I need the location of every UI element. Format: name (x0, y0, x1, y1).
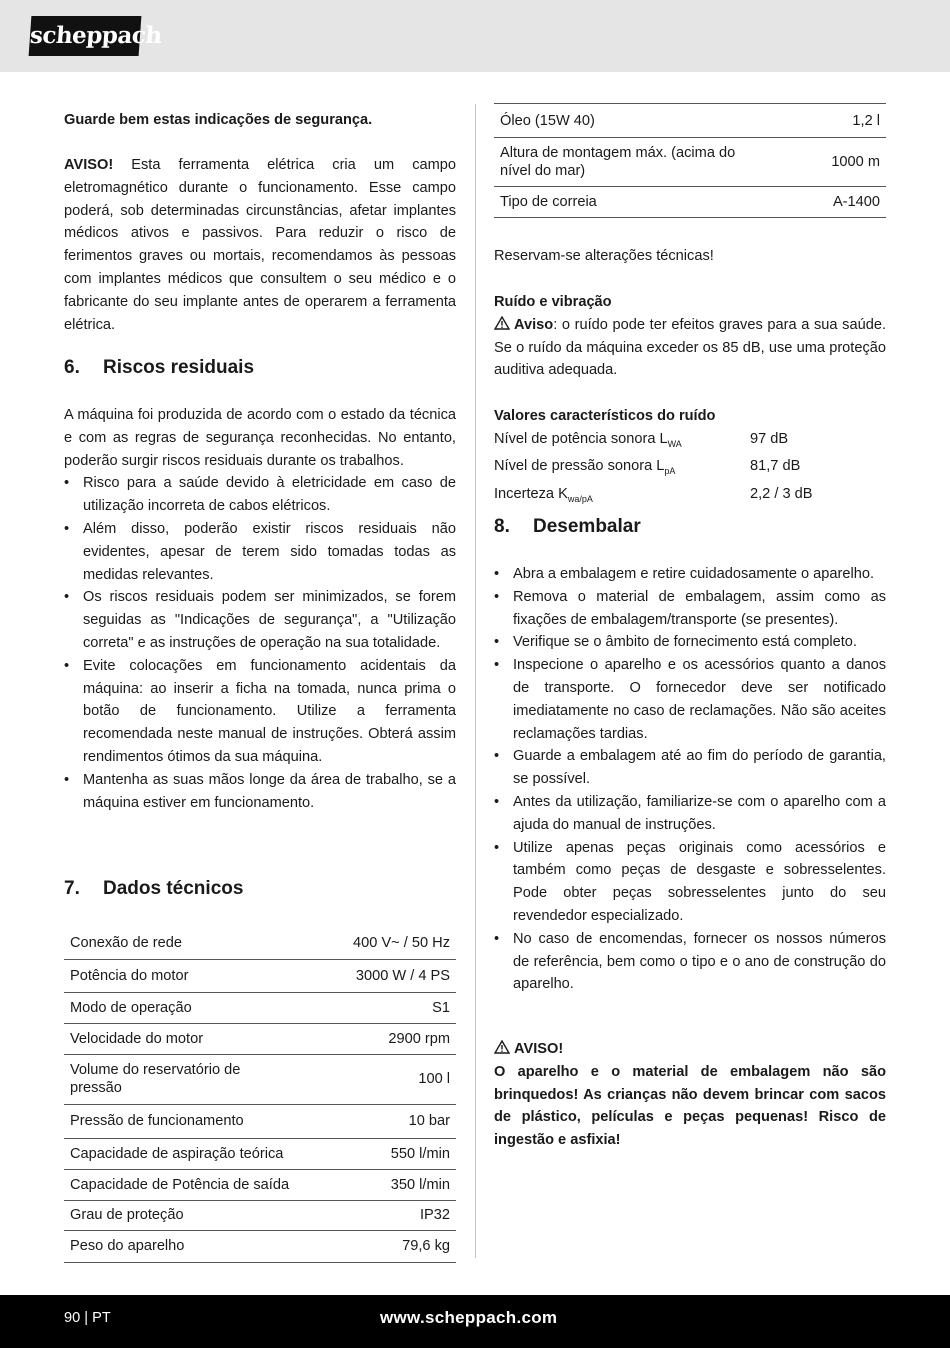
emf-warning-text: Esta ferramenta elétrica cria um campo eletromagnético durante o funcionamento. Esse campo poderá, sob determinadas circunstâncias, afetar implantes médicos ativos e passivos. Para reduzir o risco de ferimentos graves ou mortais, recomendamos às pessoas com implantes médicos que consultem o seu médico e o fabricante do seu implante antes de operarem a ferramenta elétrica. (64, 157, 456, 333)
spec-label: Modo de operação (64, 992, 296, 1023)
spec-label: Velocidade do motor (64, 1023, 296, 1054)
spec-label: Capacidade de aspiração teórica (64, 1138, 296, 1169)
table-row (494, 104, 886, 138)
page-footer (0, 1295, 950, 1348)
scheppach-logo: scheppach (29, 16, 142, 56)
noise-value: 2,2 / 3 dB (750, 486, 813, 503)
noise-value-row (494, 483, 886, 511)
residual-risks-list (64, 472, 456, 814)
table-row (64, 1023, 456, 1054)
table-row (64, 1169, 456, 1200)
table-row (64, 1104, 456, 1138)
spec-value: 10 bar (296, 1104, 456, 1138)
unpacking-list (494, 563, 886, 996)
noise-value-row (494, 428, 886, 456)
spec-label: Óleo (15W 40) (494, 104, 756, 138)
warning-triangle-icon (494, 316, 510, 330)
section-8-title: Desembalar (533, 516, 641, 537)
list-item: • No caso de encomendas, fornecer os nossos números de referência, bem como o tipo e o ano de construção do aparelho. (494, 928, 886, 996)
spec-value: S1 (296, 992, 456, 1023)
noise-warning-paragraph (494, 314, 886, 382)
spec-value: 2900 rpm (296, 1023, 456, 1054)
spec-value: 350 l/min (296, 1169, 456, 1200)
technical-changes-note: Reservam-se alterações técnicas! (494, 248, 714, 264)
section-8-number: 8. (494, 516, 510, 537)
noise-warning-text: : o ruído pode ter efeitos graves para a sua saúde. Se o ruído da máquina exceder os 85 dB, use uma proteção auditiva adequada. (494, 316, 886, 379)
spec-label: Pressão de funcionamento (64, 1104, 296, 1138)
list-item: • Verifique se o âmbito de fornecimento está completo. (494, 631, 886, 654)
spec-value: IP32 (296, 1200, 456, 1230)
spec-label: Capacidade de Potência de saída (64, 1169, 296, 1200)
warning-triangle-icon (494, 1040, 510, 1054)
emf-warning-label: AVISO! (64, 157, 114, 173)
safety-note: Guarde bem estas indicações de segurança. (64, 112, 373, 128)
spec-value: 400 V~ / 50 Hz (296, 928, 456, 959)
packaging-warning-text: O aparelho e o material de embalagem não são brinquedos! As crianças não devem brincar com sacos de plástico, películas e peças pequenas! Risco de ingestão e asfixia! (494, 1063, 886, 1149)
section-7-title: Dados técnicos (103, 878, 244, 899)
list-item: • Inspecione o aparelho e os acessórios quanto a danos de transporte. O fornecedor deve ser notificado imediatamente no caso de reclamações. Não são aceites reclamações tardias. (494, 654, 886, 745)
noise-value: 97 dB (750, 430, 789, 447)
page-header (0, 0, 950, 72)
website-link[interactable]: www.scheppach.com (380, 1308, 558, 1327)
table-row (64, 992, 456, 1023)
table-row (494, 187, 886, 218)
section-8-heading (494, 514, 886, 540)
noise-value: 81,7 dB (750, 458, 801, 475)
list-item: • Mantenha as suas mãos longe da área de trabalho, se a máquina estiver em funcionamento. (64, 769, 456, 815)
list-item: • Guarde a embalagem até ao fim do período de garantia, se possível. (494, 745, 886, 791)
list-item: • Abra a embalagem e retire cuidadosamente o aparelho. (494, 563, 886, 586)
list-item: • Remova o material de embalagem, assim como as fixações de embalagem/transporte (se presentes). (494, 586, 886, 632)
spec-label: Tipo de correia (494, 187, 756, 218)
table-row (64, 1138, 456, 1169)
packaging-warning-heading (494, 1038, 886, 1061)
packaging-warning (494, 1038, 886, 1152)
section-7-heading (64, 876, 456, 902)
section-6-heading (64, 355, 456, 381)
list-item: • Antes da utilização, familiarize-se com o aparelho com a ajuda do manual de instruções. (494, 791, 886, 837)
spec-value: 79,6 kg (296, 1230, 456, 1262)
spec-value: 1000 m (756, 138, 886, 187)
list-item: • Além disso, poderão existir riscos residuais não evidentes, apesar de terem sido tomadas todas as medidas relevantes. (64, 518, 456, 586)
section-6-number: 6. (64, 357, 80, 378)
section-6-title: Riscos residuais (103, 357, 255, 378)
spec-label: Altura de montagem máx. (acima do nível do mar) (494, 138, 756, 187)
table-row (64, 928, 456, 959)
packaging-warning-label: AVISO! (514, 1041, 564, 1057)
spec-label: Volume do reservatório de pressão (64, 1054, 296, 1104)
noise-value-label: Incerteza $K_{wa/pA}$ (494, 486, 593, 505)
noise-value-label: Nível de pressão sonora $L_{pA}$ (494, 458, 676, 477)
column-divider (475, 104, 476, 1258)
noise-section (494, 291, 886, 511)
spec-value: 100 l (296, 1054, 456, 1104)
technical-data-table-continued (494, 103, 886, 218)
table-row (64, 1054, 456, 1104)
page-number: 90 | PT (64, 1310, 111, 1326)
section-7-number: 7. (64, 878, 80, 899)
table-row (64, 959, 456, 992)
noise-value-row (494, 455, 886, 483)
spec-value: 550 l/min (296, 1138, 456, 1169)
spec-value: 3000 W / 4 PS (296, 959, 456, 992)
table-row (64, 1200, 456, 1230)
spec-label: Potência do motor (64, 959, 296, 992)
table-row (64, 1230, 456, 1262)
list-item: • Evite colocações em funcionamento acidentais da máquina: ao inserir a ficha na tomada, nunca prima o botão de funcionamento. Utilize a ferramenta recomendada neste manual de instruções. Obterá assim rendimentos ótimos da sua máquina. (64, 655, 456, 769)
spec-label: Conexão de rede (64, 928, 296, 959)
section-6-body (64, 404, 456, 814)
spec-value: 1,2 l (756, 104, 886, 138)
technical-data-table (64, 928, 456, 1263)
noise-value-label: Nível de potência sonora $L_{WA}$ (494, 430, 682, 449)
list-item: • Utilize apenas peças originais como acessórios e também como peças de desgaste e sobresselentes. Pode obter peças sobresselentes junto do seu revendedor especializado. (494, 837, 886, 928)
noise-heading: Ruído e vibração (494, 294, 612, 310)
spec-label: Peso do aparelho (64, 1230, 296, 1262)
emf-warning-paragraph (64, 154, 456, 336)
list-item: • Os riscos residuais podem ser minimizados, se forem seguidas as "Indicações de segurança", a "Utilização correta" e as instruções de operação na sua totalidade. (64, 586, 456, 654)
spec-label: Grau de proteção (64, 1200, 296, 1230)
noise-warning-label: Aviso (514, 316, 554, 333)
noise-values-heading: Valores característicos do ruído (494, 407, 716, 424)
list-item: • Risco para a saúde devido à eletricidade em caso de utilização incorreta de cabos elétricos. (64, 472, 456, 518)
section-6-intro: A máquina foi produzida de acordo com o estado da técnica e com as regras de segurança reconhecidas. No entanto, poderão surgir riscos residuais durante os trabalhos. (64, 407, 456, 469)
spec-value: A-1400 (756, 187, 886, 218)
table-row (494, 138, 886, 187)
